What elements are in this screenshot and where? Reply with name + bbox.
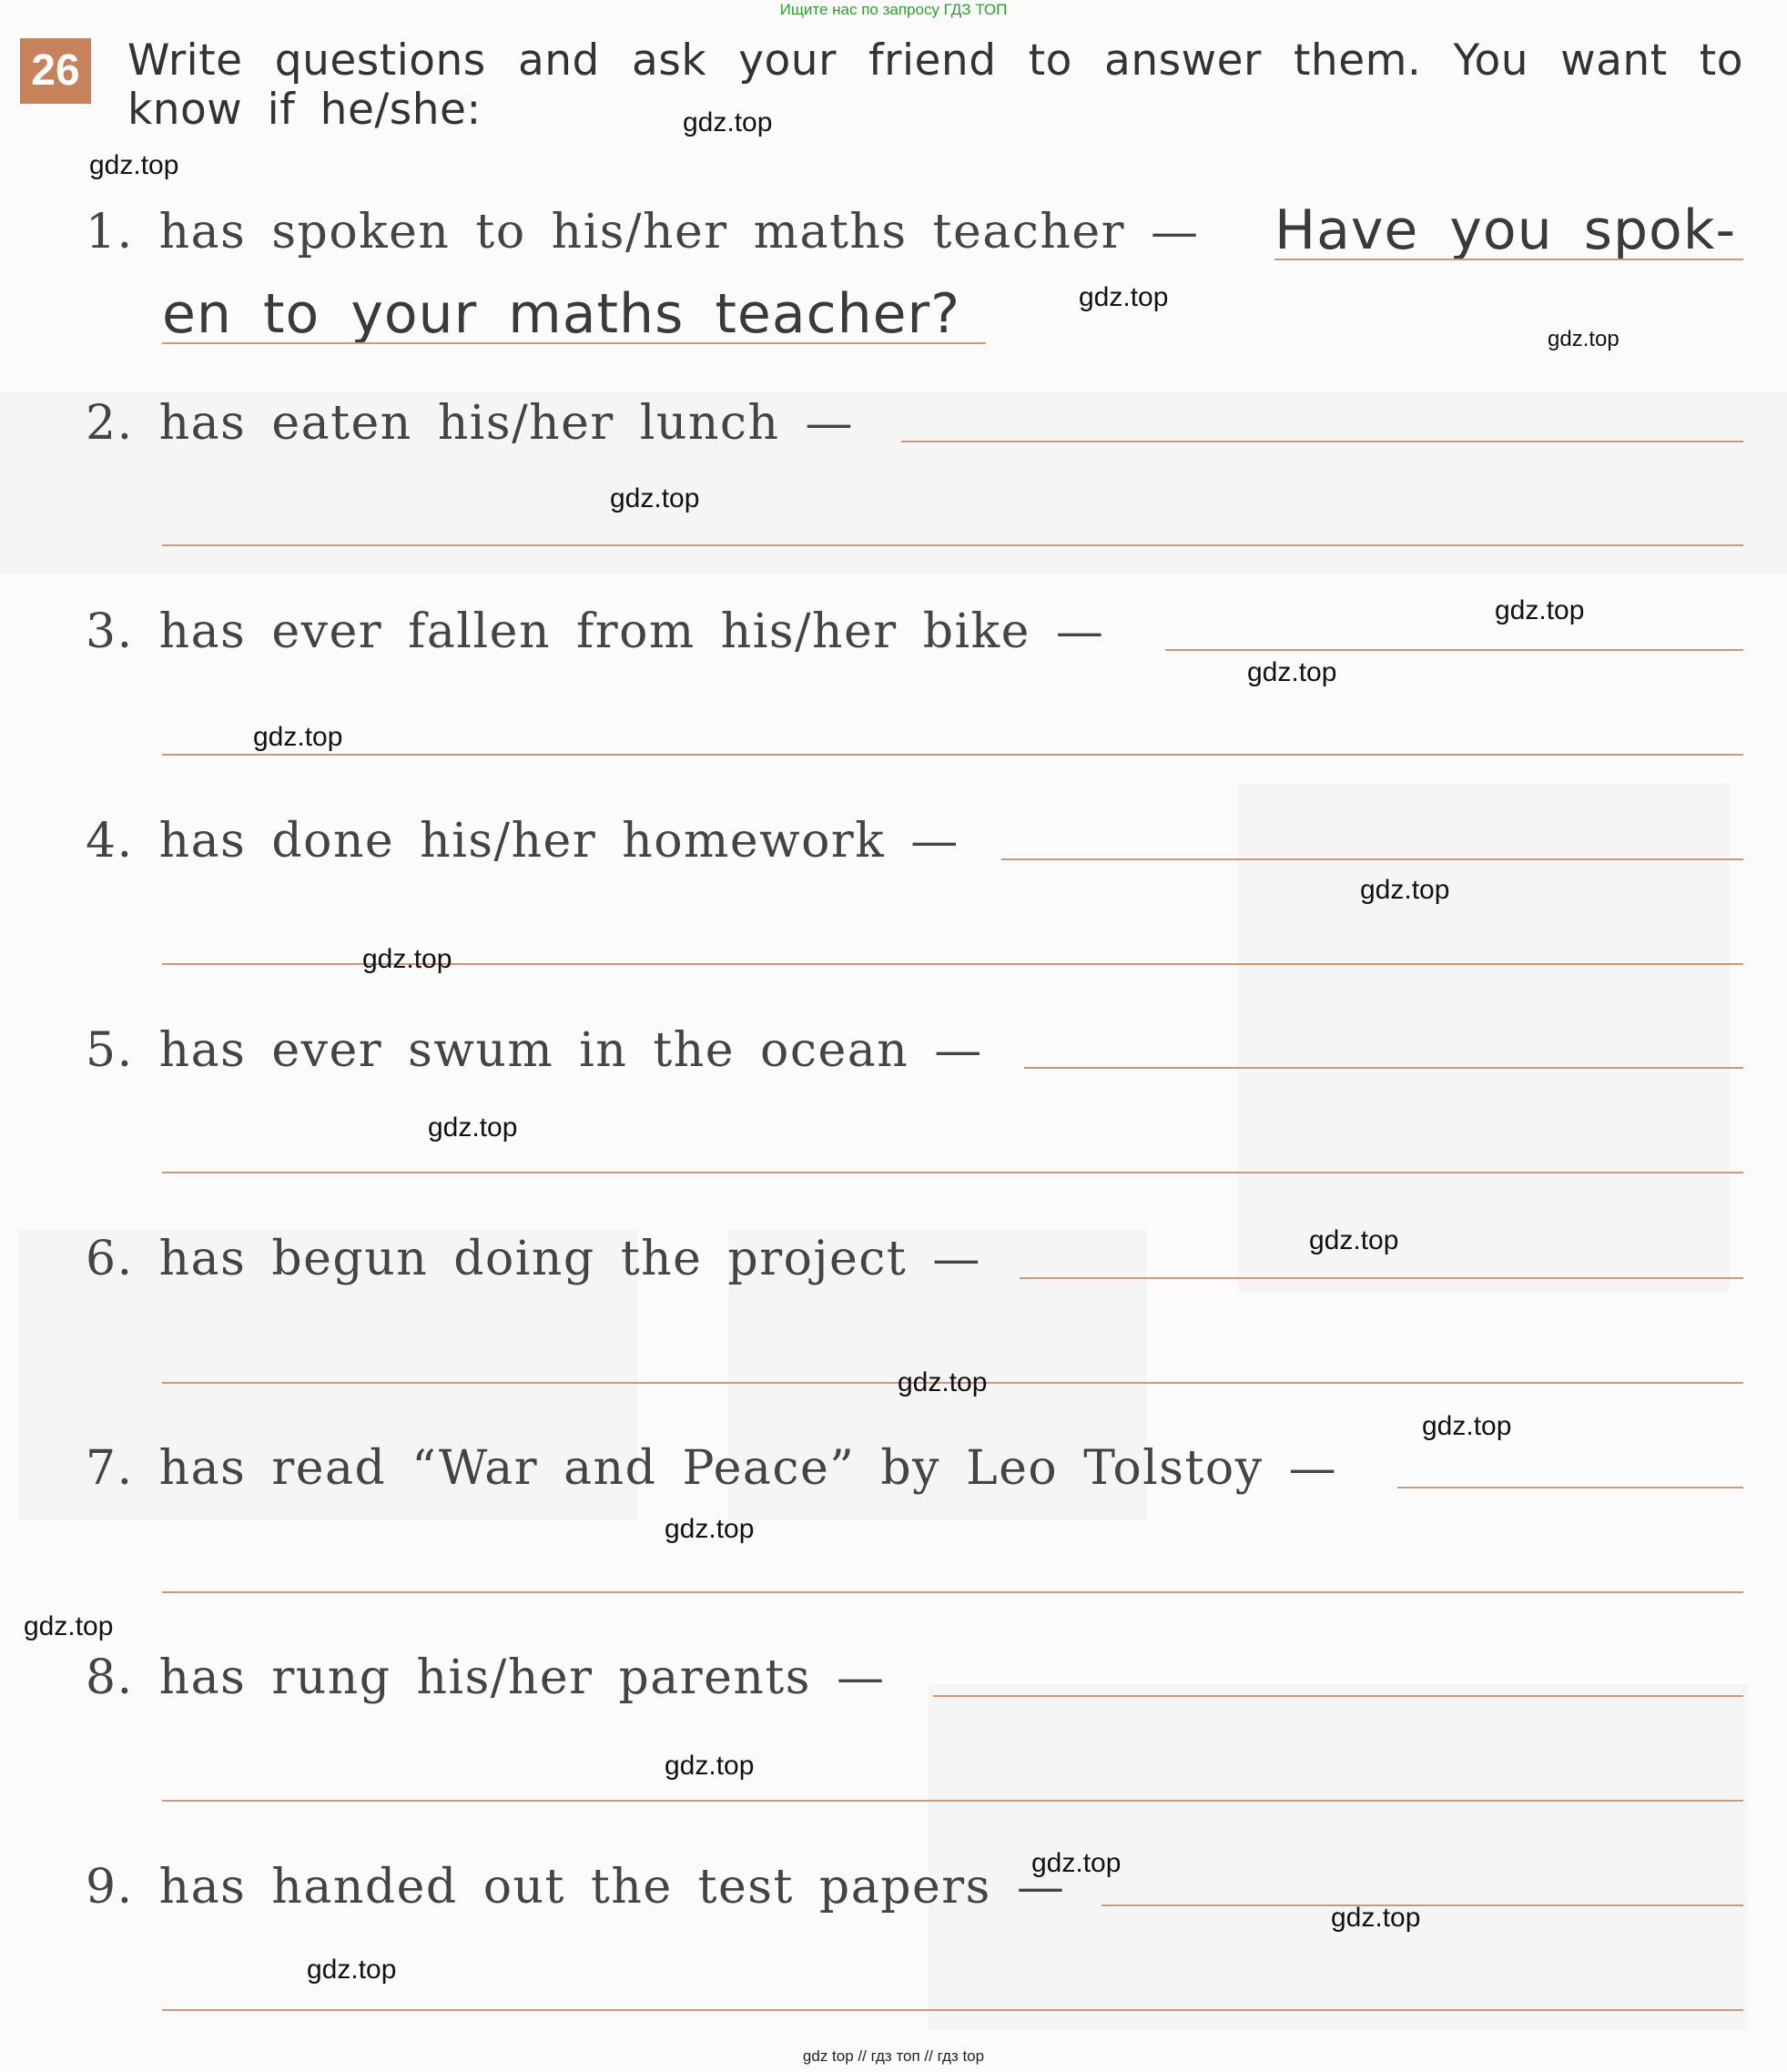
answer-line[interactable] xyxy=(162,1591,1743,1593)
watermark: gdz.top xyxy=(665,1514,755,1544)
answer-line[interactable] xyxy=(1397,1487,1743,1488)
answer-line[interactable] xyxy=(933,1695,1743,1697)
question-item-8: 8. has rung his/her parents — xyxy=(86,1650,886,1705)
watermark: gdz.top xyxy=(89,150,179,180)
answer-line[interactable] xyxy=(162,1800,1743,1802)
question-item-5: 5. has ever swum in the ocean — xyxy=(86,1023,983,1078)
answer-line[interactable] xyxy=(162,1172,1743,1173)
question-item-6: 6. has begun doing the project — xyxy=(86,1232,981,1286)
watermark: gdz.top xyxy=(1331,1903,1421,1933)
question-item-9: 9. has handed out the test papers — xyxy=(86,1860,1066,1915)
watermark: gdz.top xyxy=(307,1955,397,1985)
answer-line[interactable] xyxy=(162,2009,1743,2011)
watermark: gdz.top xyxy=(1309,1225,1399,1255)
watermark: gdz.top xyxy=(1422,1411,1512,1441)
answer-line[interactable] xyxy=(1102,1904,1743,1906)
answer-line[interactable] xyxy=(162,342,986,344)
answer-line[interactable] xyxy=(162,754,1743,756)
answer-line[interactable] xyxy=(901,441,1743,442)
answer-handwritten-line-2: en to your maths teacher? xyxy=(162,282,961,346)
question-item-4: 4. has done his/her homework — xyxy=(86,814,959,868)
watermark: gdz.top xyxy=(683,107,773,137)
watermark: gdz.top xyxy=(1548,327,1619,351)
question-item-3: 3. has ever fallen from his/her bike — xyxy=(86,604,1105,659)
question-item-2: 2. has eaten his/her lunch — xyxy=(86,396,855,451)
exercise-number-badge: 26 xyxy=(20,38,91,104)
watermark: gdz.top xyxy=(1495,595,1585,625)
exercise-instruction: Write questions and ask your friend to answer them. You want to know if he/she: xyxy=(127,36,1743,135)
answer-line[interactable] xyxy=(1020,1277,1743,1279)
answer-line[interactable] xyxy=(1165,649,1743,651)
watermark: gdz.top xyxy=(1079,282,1169,312)
answer-line[interactable] xyxy=(1001,858,1743,860)
answer-line[interactable] xyxy=(1024,1067,1743,1069)
watermark: gdz.top xyxy=(665,1751,755,1781)
watermark: gdz.top xyxy=(24,1611,114,1641)
answer-line[interactable] xyxy=(1274,259,1743,260)
watermark: gdz.top xyxy=(610,483,700,513)
watermark: gdz.top xyxy=(428,1112,518,1143)
footer-credit: gdz top // гдз топ // гдз top xyxy=(802,2047,985,2065)
watermark: gdz.top xyxy=(1031,1848,1122,1878)
watermark: gdz.top xyxy=(1247,657,1337,687)
watermark: gdz.top xyxy=(898,1367,988,1397)
question-item-7: 7. has read “War and Peace” by Leo Tolstoy — xyxy=(86,1441,1338,1496)
watermark: gdz.top xyxy=(1360,875,1450,905)
watermark: gdz.top xyxy=(253,722,343,752)
watermark: gdz.top xyxy=(362,944,452,974)
search-hint-link[interactable]: Ищите нас по запросу ГДЗ ТОП xyxy=(779,1,1008,18)
answer-line[interactable] xyxy=(162,544,1743,546)
question-item-1: 1. has spoken to his/her maths teacher — xyxy=(86,205,1200,259)
answer-handwritten-line-1: Have you spok- xyxy=(1274,198,1737,262)
